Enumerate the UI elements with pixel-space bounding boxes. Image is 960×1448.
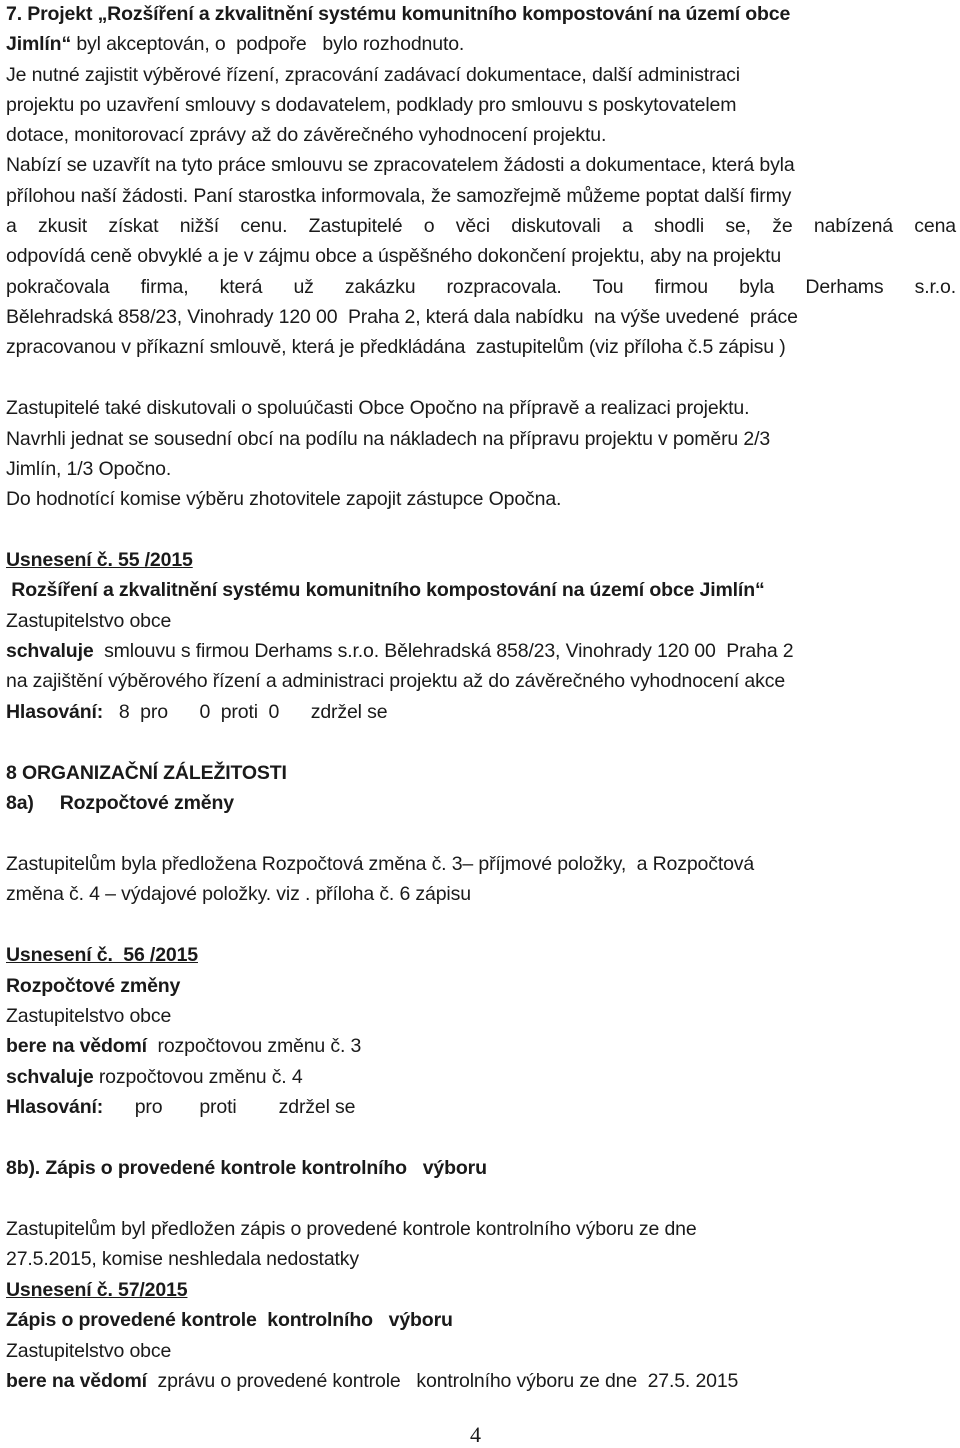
vote-text: 8 pro 0 proti 0 zdržel se (103, 701, 388, 723)
item7-para1-line: projektu po uzavření smlouvy s dodavatelem, podklady pro smlouvu s poskytovatelem (6, 94, 737, 116)
section8b-para-line: Zastupitelům byl předložen zápis o provedené kontrole kontrolního výboru ze dne (6, 1218, 697, 1240)
item7-para1-line: přílohou naší žádosti. Paní starostka informovala, že samozřejmě můžeme poptat další firmy (6, 185, 792, 207)
resolution55-approves (6, 637, 793, 665)
item7-para2-line: Navrhli jednat se sousední obcí na podílu na nákladech na přípravu projektu v poměru 2/3 (6, 428, 771, 450)
vote-label: Hlasování: (6, 701, 104, 723)
item7-prefix: 7. Projekt (6, 3, 98, 25)
vote-text: pro proti zdržel se (103, 1096, 356, 1118)
approves-text: rozpočtovou změnu č. 4 (93, 1066, 303, 1088)
item7-para1-line: dotace, monitorovací zprávy až do závěrečného vyhodnocení projektu. (6, 124, 607, 146)
section8b-para-line: 27.5.2015, komise neshledala nedostatky (6, 1248, 359, 1270)
item7-para2-line: Zastupitelé také diskutovali o spoluúčasti Obce Opočno na přípravě a realizaci projektu. (6, 397, 750, 419)
section8a-title: Rozpočtové změny (59, 792, 234, 814)
item7-accepted-text: byl akceptován, o podpoře bylo rozhodnuto. (71, 33, 465, 55)
section8-para-line: změna č. 4 – výdajové položky. viz . příloha č. 6 zápisu (6, 883, 471, 905)
resolution57-title: Zápis o provedené kontrole kontrolního výboru (6, 1309, 453, 1331)
notes-text: rozpočtovou změnu č. 3 (146, 1035, 362, 1057)
resolution56-title: Rozpočtové změny (6, 975, 181, 997)
approves-label: schvaluje (6, 1066, 94, 1088)
resolution56-vote (6, 1093, 355, 1121)
section8-heading: 8 ORGANIZAČNÍ ZÁLEŽITOSTI (6, 762, 287, 784)
section8b-heading: 8b). Zápis o provedené kontrole kontrolního výboru (6, 1157, 487, 1179)
item7-para1-line: pokračovala firma, která už zakázku rozpracovala. Tou firmou byla Derhams s.r.o. (6, 276, 956, 298)
resolution57-body: Zastupitelstvo obce (6, 1340, 172, 1362)
resolution56-notes (6, 1032, 361, 1060)
resolution55-heading: Usnesení č. 55 /2015 (6, 549, 193, 571)
resolution57-heading: Usnesení č. 57/2015 (6, 1279, 188, 1301)
notes-text: zprávu o provedené kontrole kontrolního výboru ze dne 27.5. 2015 (146, 1370, 739, 1392)
resolution55-body: Zastupitelstvo obce (6, 610, 172, 632)
item7-heading-line1 (6, 0, 790, 28)
notes-label: bere na vědomí (6, 1370, 147, 1392)
notes-label: bere na vědomí (6, 1035, 147, 1057)
item7-para2-line: Jimlín, 1/3 Opočno. (6, 458, 172, 480)
item7-para1-line: odpovídá ceně obvyklé a je v zájmu obce a úspěšného dokončení projektu, aby na projektu (6, 245, 782, 267)
resolution56-approves (6, 1063, 303, 1091)
resolution55-vote (6, 698, 387, 726)
section8a-number: 8a) (6, 792, 34, 814)
resolution56-heading: Usnesení č. 56 /2015 (6, 944, 198, 966)
page-number: 4 (470, 1422, 481, 1447)
item7-para1-line: Bělehradská 858/23, Vinohrady 120 00 Praha 2, která dala nabídku na výše uvedené práce (6, 306, 798, 328)
item7-title-end: Jimlín“ (6, 33, 72, 55)
item7-para2-line: Do hodnotící komise výběru zhotovitele zapojit zástupce Opočna. (6, 488, 562, 510)
resolution57-notes (6, 1367, 738, 1395)
item7-para1-line: Nabízí se uzavřít na tyto práce smlouvu se zpracovatelem žádosti a dokumentace, která byla (6, 154, 795, 176)
item7-para1-line: Je nutné zajistit výběrové řízení, zpracování zadávací dokumentace, další administraci (6, 64, 740, 86)
section8-para-line: Zastupitelům byla předložena Rozpočtová změna č. 3– příjmové položky, a Rozpočtová (6, 853, 755, 875)
approves-label: schvaluje (6, 640, 94, 662)
item7-heading-line2 (6, 30, 464, 58)
resolution55-title: Rozšíření a zkvalitnění systému komunitního kompostování na území obce Jimlín“ (6, 579, 765, 601)
resolution56-body: Zastupitelstvo obce (6, 1005, 172, 1027)
item7-para1-line: a zkusit získat nižší cenu. Zastupitelé o věci diskutovali a shodli se, že nabízená cena (6, 215, 956, 237)
resolution55-approves-cont: na zajištění výběrového řízení a administraci projektu až do závěrečného vyhodnocení akce (6, 670, 786, 692)
section8a-heading (6, 789, 234, 817)
vote-label: Hlasování: (6, 1096, 104, 1118)
item7-para1-line: zpracovanou v příkazní smlouvě, která je předkládána zastupitelům (viz příloha č.5 zápisu ) (6, 336, 786, 358)
approves-text: smlouvu s firmou Derhams s.r.o. Bělehradská 858/23, Vinohrady 120 00 Praha 2 (93, 640, 794, 662)
item7-title-start: „Rozšíření a zkvalitnění systému komunitního kompostování na území obce (97, 3, 791, 25)
